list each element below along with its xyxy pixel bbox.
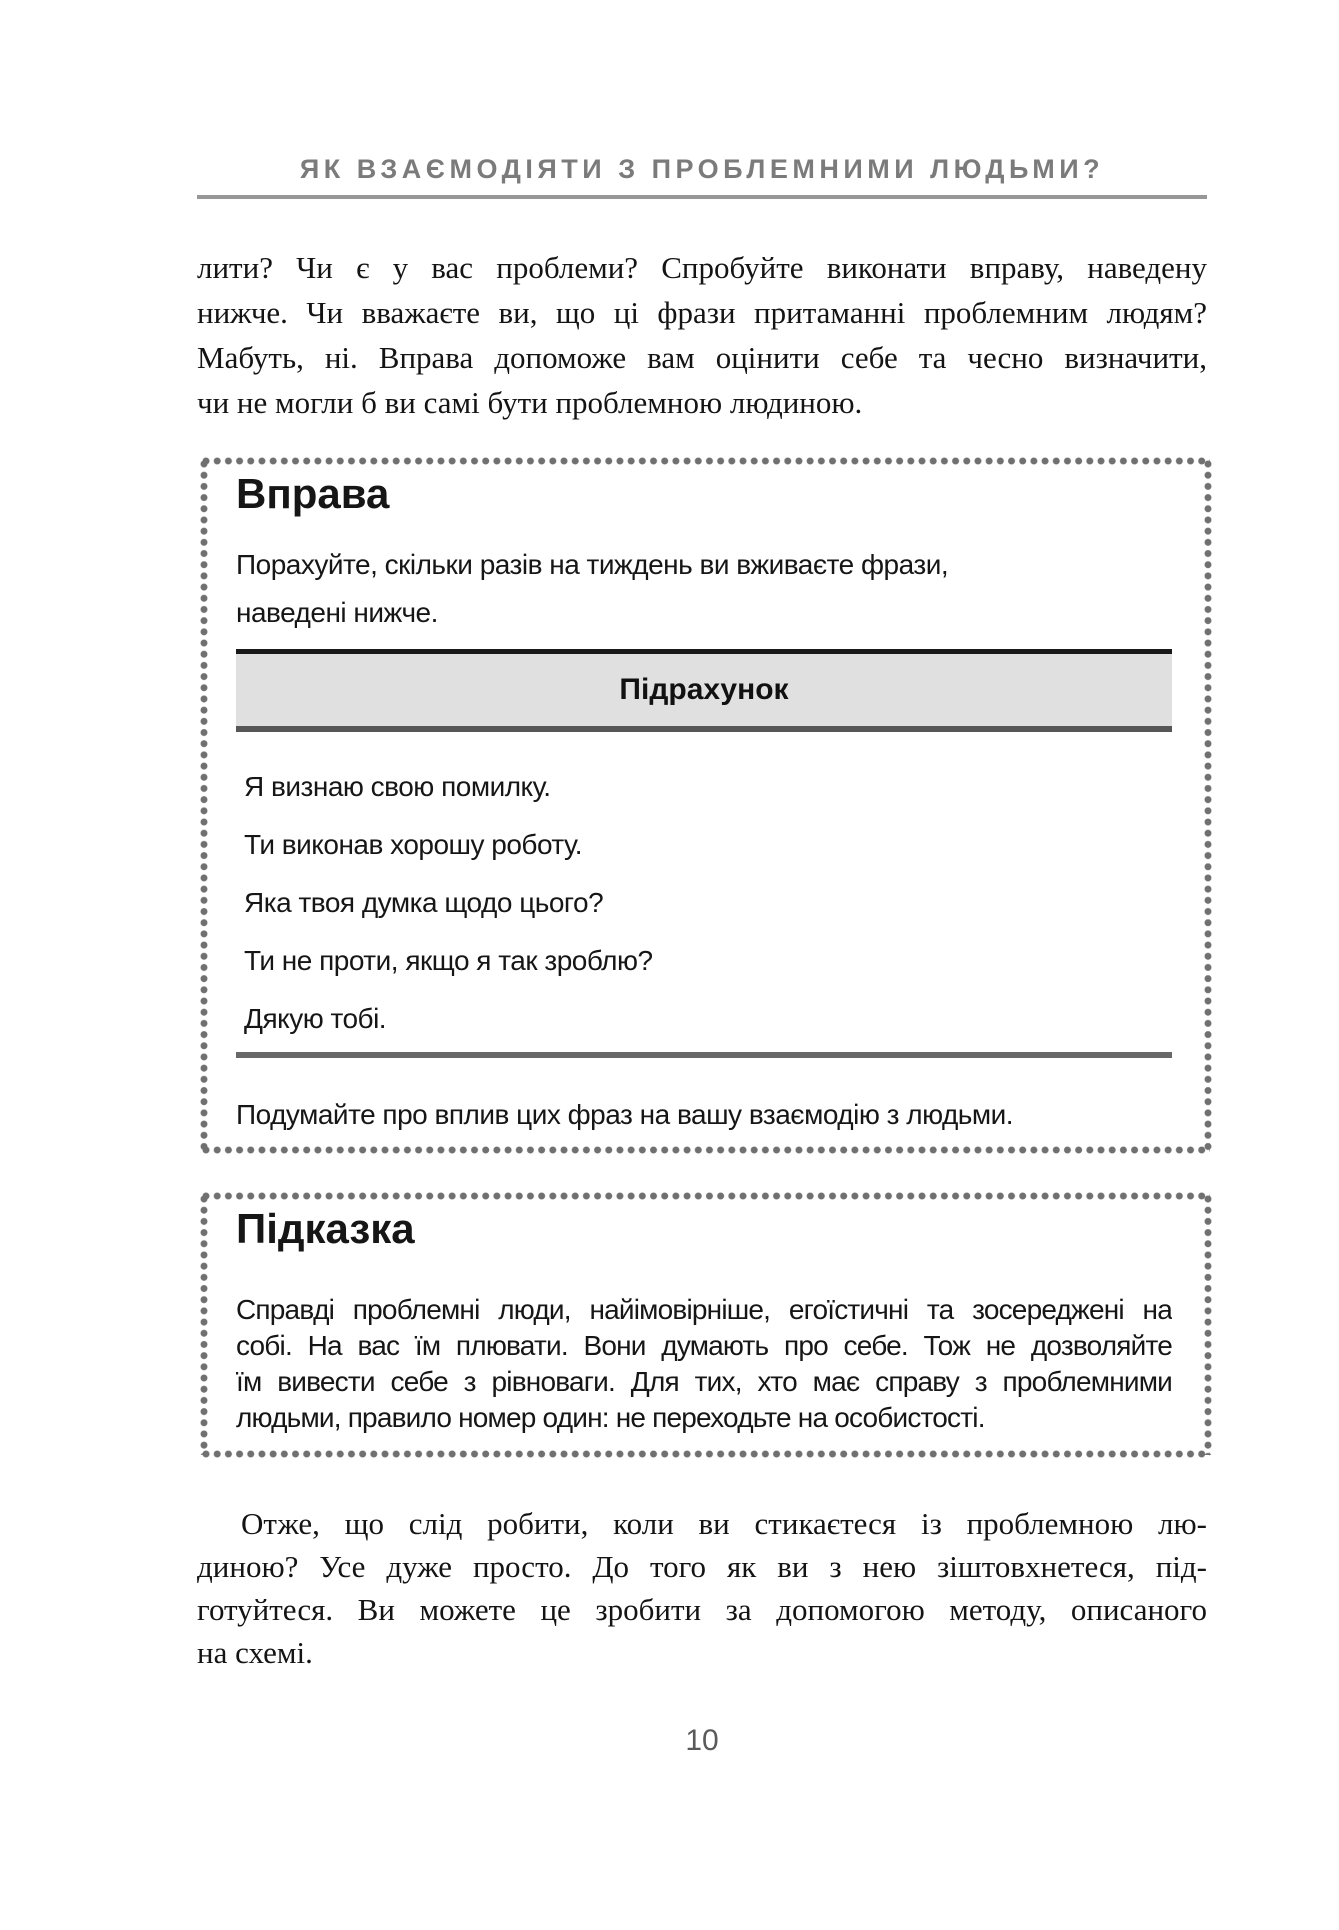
exercise-intro: [236, 541, 1172, 637]
dotted-border-left: [200, 1195, 208, 1455]
phrase-item: Яка твоя думка щодо цього?: [244, 887, 604, 918]
score-table-header: [236, 649, 1172, 732]
hint-body: [236, 1292, 1172, 1436]
score-table-header-label: Підрахунок: [619, 673, 789, 706]
phrase-item: Я визнаю свою помилку.: [244, 771, 551, 802]
phrase-list-divider: [236, 1052, 1172, 1058]
exercise-box: [200, 457, 1212, 1154]
dotted-border-bottom: [202, 1450, 1210, 1458]
paragraph-line: чи не могли б ви самі бути проблемною людиною.: [197, 385, 863, 420]
running-header: ЯК ВЗАЄМОДІЯТИ З ПРОБЛЕМНИМИ ЛЮДЬМИ?: [197, 152, 1207, 199]
dotted-border-right: [1204, 1195, 1212, 1455]
phrase-item: Дякую тобі.: [244, 1003, 387, 1034]
paragraph-line: лити? Чи є у вас проблеми? Спробуйте виконати вправу, наведену: [197, 250, 1207, 285]
book-page: [197, 0, 1207, 1758]
dotted-border-left: [200, 460, 208, 1151]
phrase-list: [236, 770, 1172, 1036]
exercise-intro-line: Порахуйте, скільки разів на тиждень ви вживаєте фрази,: [236, 549, 949, 580]
hint-title: Підказка: [236, 1205, 415, 1252]
phrase-item: Ти виконав хорошу роботу.: [244, 829, 583, 860]
paragraph-line: нижче. Чи вважаєте ви, що ці фрази притаманні проблемним людям?: [197, 295, 1207, 330]
hint-line: Справді проблемні люди, найімовірніше, егоїстичні та зосереджені на: [236, 1294, 1172, 1325]
dotted-border-right: [1204, 460, 1212, 1151]
hint-box: [200, 1192, 1212, 1458]
hint-line: їм вивести себе з рівноваги. Для тих, хто має справу з проблемними: [236, 1366, 1172, 1397]
phrase-item: Ти не проти, якщо я так зроблю?: [244, 945, 653, 976]
paragraph-line: готуйтеся. Ви можете це зробити за допомогою методу, описаного: [197, 1592, 1207, 1627]
exercise-title: Вправа: [236, 470, 390, 517]
hint-line: собі. На вас їм плювати. Вони думають про себе. Тож не дозволяйте: [236, 1330, 1172, 1361]
dotted-border-bottom: [202, 1146, 1210, 1154]
exercise-intro-line: наведені нижче.: [236, 597, 438, 628]
paragraph-line: диною? Усе дуже просто. До того як ви з нею зіштовхнетеся, під-: [197, 1549, 1207, 1584]
paragraph-line: на схемі.: [197, 1635, 313, 1670]
intro-paragraph: [197, 245, 1207, 425]
paragraph-line: Мабуть, ні. Вправа допоможе вам оцінити себе та чесно визначити,: [197, 340, 1207, 375]
dotted-border-top: [202, 457, 1210, 465]
closing-paragraph: [197, 1502, 1207, 1674]
hint-line: людьми, правило номер один: не переходьте на особистості.: [236, 1402, 985, 1433]
paragraph-line: Отже, що слід робити, коли ви стикаєтеся із проблемною лю-: [241, 1506, 1207, 1541]
exercise-footer: Подумайте про вплив цих фраз на вашу взаємодію з людьми.: [236, 1099, 1014, 1130]
dotted-border-top: [202, 1192, 1210, 1200]
page-number: 10: [685, 1724, 719, 1757]
